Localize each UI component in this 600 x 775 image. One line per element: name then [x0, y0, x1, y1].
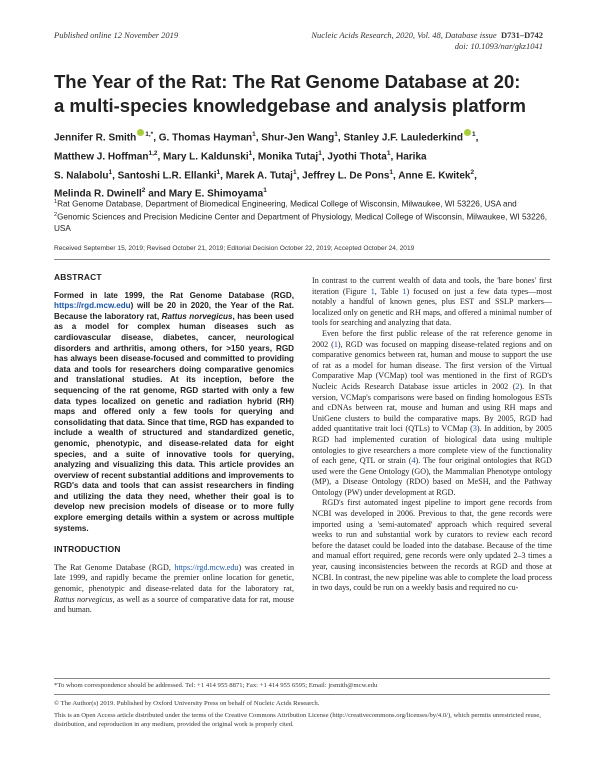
- author-sup: 2: [141, 187, 146, 195]
- rgd-link[interactable]: https://rgd.mcw.edu: [54, 301, 131, 311]
- author-line-1: [54, 127, 554, 146]
- table-ref[interactable]: 1: [402, 286, 407, 296]
- author-sup: 1,*: [145, 131, 154, 138]
- body-part: , Table: [374, 286, 403, 296]
- author-list: [54, 127, 554, 202]
- author-sup: 1: [252, 131, 256, 138]
- author-name: , Jeffrey L. De Pons: [296, 169, 390, 181]
- author-sup: 1: [318, 149, 322, 157]
- author-name: , Monika Tutaj: [252, 151, 319, 163]
- author-sep: ,: [474, 169, 477, 181]
- doi[interactable]: doi: 10.1093/nar/gkz1041: [454, 41, 543, 51]
- author-name: S. Nalabolu: [54, 169, 109, 181]
- author-name: , Jyothi Thota: [321, 151, 387, 163]
- author-sup: 1: [386, 149, 391, 157]
- body-part: ), RGD was focused on mapping disease-related regions and on comparative genomics between rat, human and mouse to support the use of rat as a model for human disease. The first version of the Virtual Comparative Map (VCMap) tool was mentioned in the first of RGD's Nucleic Acids Research Database issue articles in 2002 (: [312, 339, 553, 391]
- affil-sup: 2: [54, 212, 58, 219]
- citation-ref[interactable]: 3: [472, 424, 477, 434]
- body-part: ). In that version, VCMap's comparisons were based on finding homologous ESTs and cDNAs between rat, mouse and human and using RH maps and UniGene clusters to build the comparative maps. By 2005, RGD had added quantitative trait loci (QTLs) to VCMap (: [312, 381, 552, 434]
- author-name: , Santoshi L.R. Ellanki: [112, 169, 217, 181]
- author-name: , Harika: [390, 151, 427, 163]
- left-column: [54, 272, 294, 616]
- author-name: Matthew J. Hoffman: [54, 151, 149, 163]
- author-sup: 1: [389, 168, 394, 176]
- body-part: Even before the first public release of the rat reference genome in 2002 (: [312, 328, 552, 349]
- received-dates: Received September 15, 2019; Revised October 21, 2019; Editorial Decision October 22, 2019; Accepted October 24, 2019: [54, 245, 415, 252]
- publication-date: Published online 12 November 2019: [54, 30, 179, 40]
- author-sup: 1: [248, 149, 253, 157]
- footnote-divider: [54, 694, 550, 695]
- author-sup: 1: [292, 168, 297, 176]
- species-name: Rattus norvegicus: [54, 594, 113, 604]
- author-name: , Shur-Jen Wang: [255, 132, 335, 144]
- author-name: , Anne E. Kwitek: [393, 169, 471, 181]
- body-paragraph: [312, 276, 552, 329]
- author-name: Melinda R. Dwinell: [54, 188, 142, 200]
- author-name: , Marek A. Tutaj: [220, 169, 293, 181]
- body-part: ). The four original ontologies that RGD used were the Gene Ontology (GO), the Mammalian Phenotype ontology (MP), a Disease Ontology (RDO) based on MeSH, and the Pathway Ontology (PW) under development at RGD.: [312, 456, 552, 497]
- page-range: D731–D742: [500, 30, 543, 40]
- title-line-1: The Year of the Rat: The Rat Genome Database at 20:: [54, 71, 521, 92]
- abstract-part: , has been used as a model for complex human diseases such as cardiovascular disease, diabetes, cancer, neurological disorders and arthritis, among others, for >150 years, RGD has always been disease-focused and committed to providing data and tools for researchers doing comparative genomics and translational studies. At its inception, before the sequencing of the rat genome, RGD started with only a few data types localized on genetic and radiation hybrid (RH) maps and offered only a few tools for querying and consolidating that data. Since that time, RGD has expanded to include a wealth of structured and standardized genetic, genomic, phenotypic, and disease-related data for eight species, and a suite of innovative tools for querying, analyzing and visualizing this data. This article provides an overview of recent substantial additions and improvements to RGD's data and tools that can assist researchers in finding and utilizing the data they need, whether their goal is to develop new precision models of disease or to more fully explore emerging details within a system or across multiple systems.: [54, 311, 294, 533]
- journal-citation: Nucleic Acids Research, 2020, Vol. 48, Database issue: [311, 30, 497, 40]
- right-column: [312, 276, 552, 594]
- author-line-3: [54, 165, 554, 184]
- affil-text: Rat Genome Database, Department of Biomedical Engineering, Medical College of Wisconsin, Milwaukee, WI 53226, USA and: [57, 199, 517, 209]
- author-sep: ,: [475, 132, 479, 144]
- introduction-heading: INTRODUCTION: [54, 544, 121, 555]
- abstract-text: [54, 291, 294, 535]
- abstract-heading: ABSTRACT: [54, 272, 102, 282]
- author-sup: 1: [263, 187, 267, 195]
- citation-ref[interactable]: 1: [333, 339, 338, 349]
- citation-ref[interactable]: 2: [515, 381, 520, 391]
- intro-part: ) was created in late 1999, and rapidly became the premier online location for genetic, genomic, phenotypic and disease-related data for the laboratory rat,: [54, 562, 295, 594]
- abstract-part: Formed in late 1999, the Rat Genome Database (RGD,: [54, 290, 294, 300]
- intro-part: The Rat Genome Database (RGD,: [54, 562, 175, 572]
- figure-ref[interactable]: 1: [370, 286, 375, 296]
- author-name: , Stanley J.F. Laulederkind: [337, 132, 463, 144]
- author-name: , G. Thomas Hayman: [153, 132, 253, 144]
- author-sup: 1: [108, 168, 113, 176]
- article-title: [54, 70, 554, 118]
- footnote-divider: [54, 678, 550, 679]
- copyright-notice: © The Author(s) 2019. Published by Oxford University Press on behalf of Nucleic Acids Research.: [54, 700, 320, 707]
- author-sup: 1: [471, 131, 476, 138]
- author-line-2: [54, 146, 554, 165]
- license-notice: This is an Open Access article distributed under the terms of the Creative Commons Attribution License (http://creativecommons.org/licenses/by/4.0/), which permits unrestricted reuse, distribution, and reproduction in any medium, provided the original work is properly cited.: [54, 712, 541, 728]
- intro-paragraph: [54, 563, 294, 616]
- body-paragraph: RGD's first automated ingest pipeline to import gene records from NCBI was developed in 2006. Previous to that, the gene records were imported using a 'semi-automated' approach which required several weeks to run and substantial work by curators to review each record before the dataset could be loaded into the database. Because of the time and manual effort required, gene records were only updated 2–3 times a year, causing inconsistencies between the records at RGD and those at NCBI. In contrast, the new pipeline was able to complete the load process in two days, could be run on a weekly basis and required no cu-: [312, 498, 552, 593]
- citation-ref[interactable]: 4: [411, 456, 416, 466]
- species-name: Rattus norvegicus: [161, 311, 233, 321]
- title-line-2: a multi-species knowledgebase and analysis platform: [54, 95, 526, 116]
- abstract-part: ) will be 20 in 2020, the Year of the Rat. Because the laboratory rat,: [54, 301, 294, 321]
- affiliations: [54, 197, 554, 235]
- author-name: and Mary E. Shimoyama: [145, 188, 264, 200]
- author-sup: 2: [470, 168, 475, 176]
- body-paragraph: [312, 329, 552, 499]
- intro-part: , as well as a source of comparative data for rat, mouse and human.: [54, 594, 294, 615]
- body-part: In contrast to the current wealth of data and tools, the 'bare bones' first iteration (Figure: [312, 276, 552, 296]
- affil-text: Genomic Sciences and Precision Medicine Center and Department of Physiology, Medical College of Wisconsin, Milwaukee, WI 53226, USA: [54, 212, 548, 234]
- correspondence-footnote: *To whom correspondence should be addressed. Tel: +1 414 955 8871; Fax: +1 414 955 6595; Email: jrsmith@mcw.edu: [54, 682, 378, 689]
- orcid-icon[interactable]: [464, 129, 471, 136]
- rgd-link[interactable]: https://rgd.mcw.edu: [174, 562, 239, 572]
- author-name: , Mary L. Kaldunski: [157, 151, 249, 163]
- author-sup: 1,2: [148, 149, 158, 157]
- divider: [54, 259, 550, 260]
- journal-header: [311, 30, 543, 52]
- author-name: Jennifer R. Smith: [54, 132, 137, 144]
- body-part: ). In addition, by 2005 RGD had implemented curation of biological data using multiple ontologies to give researchers a more complete view of the functionality of each gene, QTL or strain (: [312, 424, 552, 466]
- body-part: ) focused on just a few data types—most notably a handful of known genes, plus EST and SSLP markers—localized only on genetic and RH maps, and offered a minimal number of tools for searching and analyzing that data.: [312, 286, 552, 328]
- affil-sup: 1: [54, 199, 58, 205]
- orcid-icon[interactable]: [137, 129, 144, 136]
- author-sup: 1: [334, 131, 338, 138]
- author-sup: 1: [216, 168, 221, 176]
